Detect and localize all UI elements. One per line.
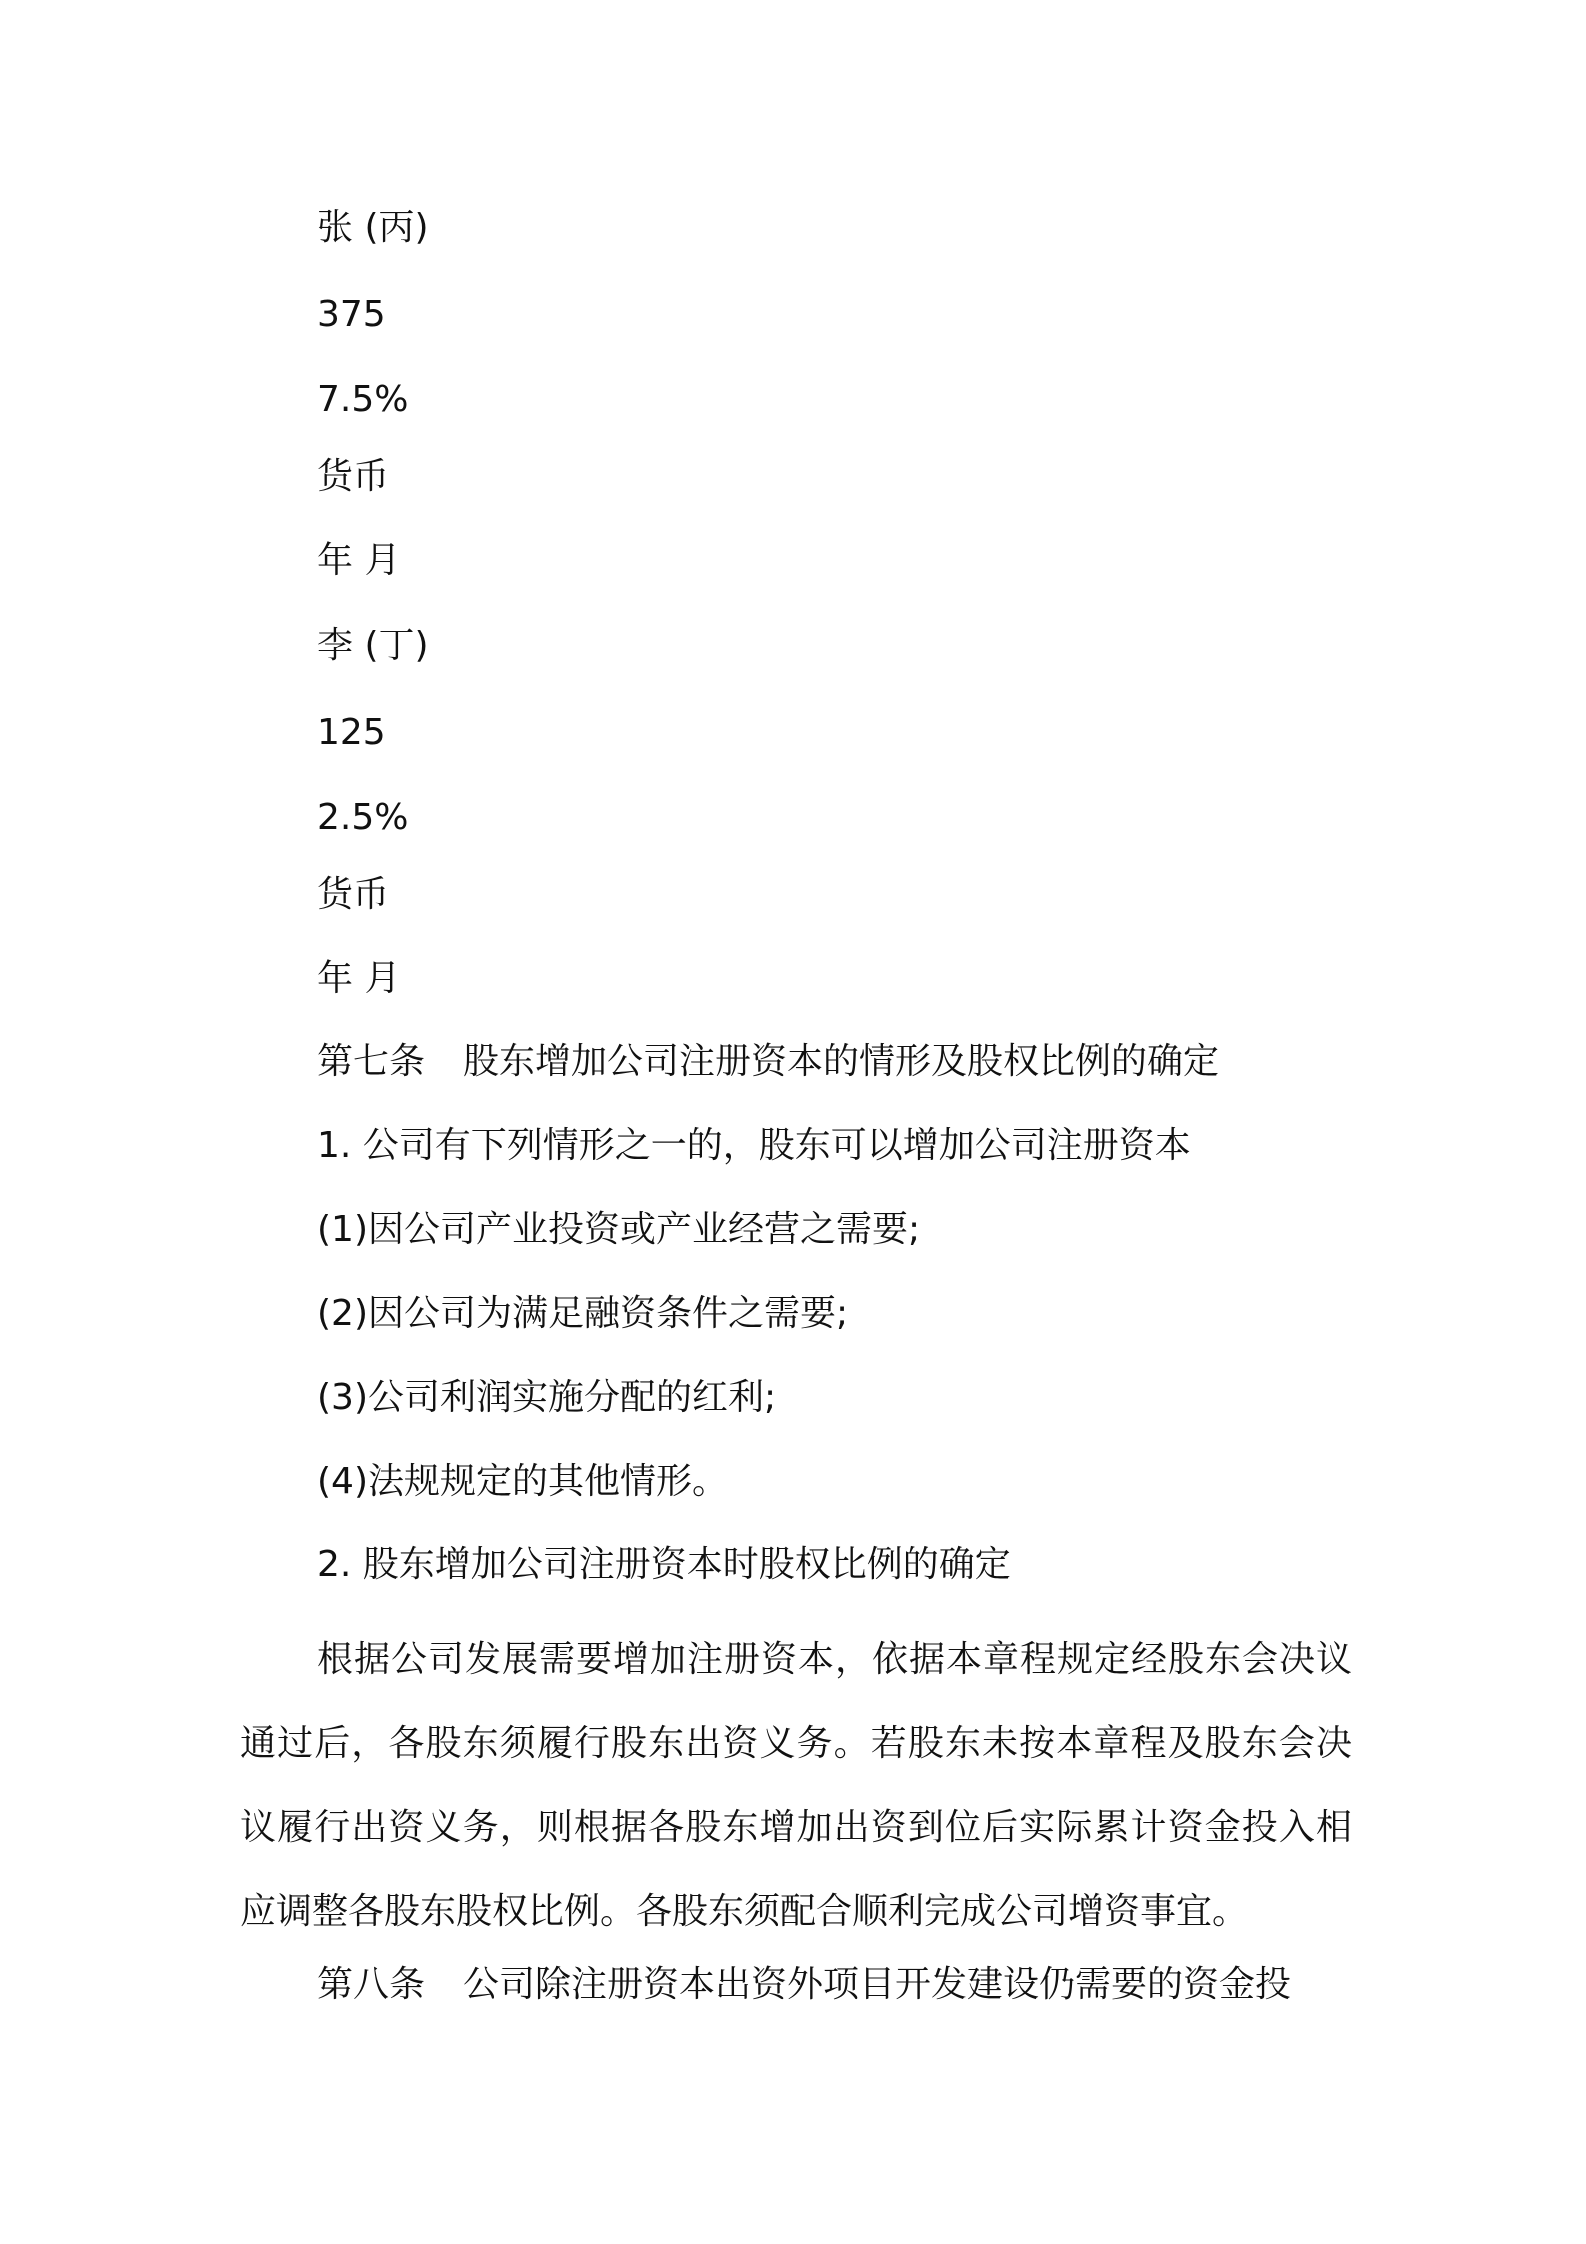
- contribution-form-zhang: 货币: [317, 456, 390, 497]
- article-7-item-3: (3)公司利润实施分配的红利;: [317, 1377, 777, 1418]
- paragraph-line-2: 通过后，各股东须履行股东出资义务。若股东未按本章程及股东会决: [240, 1723, 1352, 1764]
- paragraph-line-4: 应调整各股东股权比例。各股东须配合顺利完成公司增资事宜。: [240, 1891, 1249, 1932]
- article-7-item-1: (1)因公司产业投资或产业经营之需要;: [317, 1209, 921, 1250]
- contribution-date-li: 年 月: [317, 958, 401, 999]
- share-ratio-li: 2.5%: [317, 797, 409, 838]
- article-7-item-2: (2)因公司为满足融资条件之需要;: [317, 1293, 849, 1334]
- paragraph-line-3: 议履行出资义务，则根据各股东增加出资到位后实际累计资金投入相: [240, 1807, 1352, 1848]
- article-7-paragraph: [240, 1618, 1352, 1954]
- share-ratio-zhang: 7.5%: [317, 379, 409, 420]
- article-7-title: 股东增加公司注册资本的情形及股权比例的确定: [463, 1041, 1220, 1082]
- article-8-number: 第八条: [317, 1964, 426, 2005]
- paragraph-line-1: 根据公司发展需要增加注册资本，依据本章程规定经股东会决议: [317, 1639, 1352, 1680]
- article-8-heading: [317, 1963, 1291, 2006]
- article-7-clause-2: 2. 股东增加公司注册资本时股权比例的确定: [317, 1544, 1011, 1585]
- article-7-item-4: (4)法规规定的其他情形。: [317, 1461, 728, 1502]
- capital-amount-zhang: 375: [317, 294, 386, 335]
- shareholder-name-zhang: 张 (丙): [317, 207, 429, 248]
- article-7-clause-1: 1. 公司有下列情形之一的，股东可以增加公司注册资本: [317, 1125, 1191, 1166]
- contribution-form-li: 货币: [317, 874, 390, 915]
- contribution-date-zhang: 年 月: [317, 540, 401, 581]
- capital-amount-li: 125: [317, 712, 386, 753]
- article-7-heading: [317, 1040, 1219, 1083]
- article-7-number: 第七条: [317, 1041, 426, 1082]
- shareholder-name-li: 李 (丁): [317, 625, 429, 666]
- article-8-title: 公司除注册资本出资外项目开发建设仍需要的资金投: [463, 1964, 1292, 2005]
